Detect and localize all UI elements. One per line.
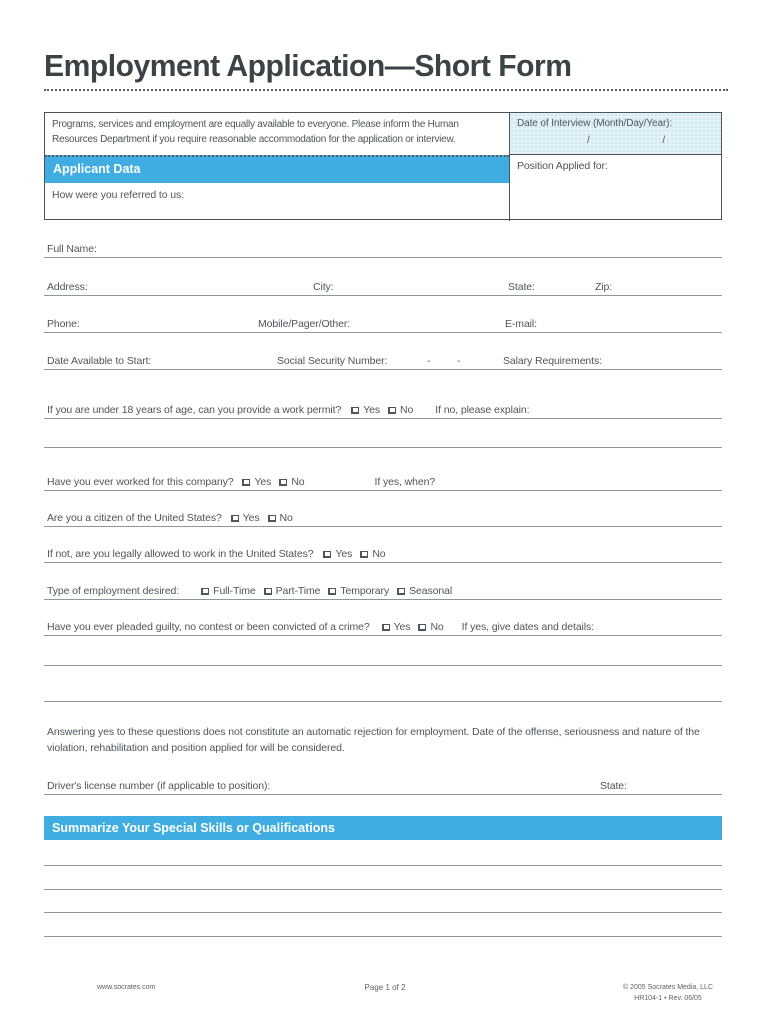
full-time-checkbox[interactable] bbox=[201, 588, 209, 595]
citizen-no-checkbox[interactable] bbox=[268, 515, 276, 522]
yes-option-label: Yes bbox=[254, 476, 272, 488]
citizen-yes-no-group bbox=[231, 512, 293, 524]
position-applied-field[interactable]: Position Applied for: bbox=[509, 155, 721, 221]
drivers-license-label: Driver's license number (if applicable to position): bbox=[47, 780, 271, 792]
temporary-checkbox[interactable] bbox=[328, 588, 336, 595]
employment-type-label: Type of employment desired: bbox=[47, 585, 180, 597]
footer-form-number: HR104-1 • Rev. 06/05 bbox=[634, 994, 702, 1002]
legally-allowed-question: If not, are you legally allowed to work in the United States? bbox=[47, 548, 314, 560]
applicant-info-table bbox=[44, 112, 722, 220]
yes-option-label: Yes bbox=[242, 512, 260, 524]
under18-yes-checkbox[interactable] bbox=[351, 407, 359, 414]
state-label: State: bbox=[508, 281, 535, 293]
seasonal-option-label: Seasonal bbox=[409, 585, 453, 597]
under18-followup-label: If no, please explain: bbox=[435, 404, 530, 416]
drivers-license-field[interactable] bbox=[44, 775, 722, 795]
worked-before-followup-label: If yes, when? bbox=[374, 476, 436, 488]
crime-question: Have you ever pleaded guilty, no contest or been convicted of a crime? bbox=[47, 621, 370, 633]
worked-before-question: Have you ever worked for this company? bbox=[47, 476, 234, 488]
worked-before-no-checkbox[interactable] bbox=[279, 479, 287, 486]
full-name-label: Full Name: bbox=[47, 243, 97, 255]
crime-followup-label: If yes, give dates and details: bbox=[461, 621, 594, 633]
ssn-dash: - bbox=[457, 355, 461, 367]
employment-type-options bbox=[201, 585, 452, 597]
city-label: City: bbox=[313, 281, 334, 293]
citizen-yes-checkbox[interactable] bbox=[231, 515, 239, 522]
under18-question: If you are under 18 years of age, can you provide a work permit? bbox=[47, 404, 342, 416]
skills-section-header: Summarize Your Special Skills or Qualifications bbox=[44, 816, 722, 840]
drivers-license-state-label: State: bbox=[600, 780, 627, 792]
part-time-checkbox[interactable] bbox=[264, 588, 272, 595]
equal-opportunity-notice: Programs, services and employment are equally available to everyone. Please inform the Human Resources Department if you require reasonable accommodation for the application or interview. bbox=[52, 119, 459, 145]
page-title: Employment Application—Short Form bbox=[44, 48, 572, 83]
skills-line-3[interactable] bbox=[44, 893, 722, 913]
date-slash: / bbox=[587, 135, 590, 146]
no-option-label: No bbox=[279, 512, 293, 524]
legally-allowed-yes-no-group bbox=[323, 548, 385, 560]
footer-website: www.socrates.com bbox=[97, 984, 156, 991]
address-field[interactable] bbox=[44, 276, 722, 296]
mobile-label: Mobile/Pager/Other: bbox=[258, 318, 351, 330]
crime-yes-no-group bbox=[382, 621, 444, 633]
address-label: Address: bbox=[47, 281, 88, 293]
seasonal-checkbox[interactable] bbox=[397, 588, 405, 595]
legally-allowed-question-row[interactable] bbox=[44, 543, 722, 563]
citizen-question: Are you a citizen of the United States? bbox=[47, 512, 222, 524]
skills-line-2[interactable] bbox=[44, 870, 722, 890]
no-option-label: No bbox=[372, 548, 386, 560]
footer-copyright: © 2005 Socrates Media, LLC bbox=[623, 984, 713, 991]
worked-before-question-row[interactable] bbox=[44, 471, 722, 491]
crime-yes-checkbox[interactable] bbox=[382, 624, 390, 631]
worked-before-yes-no-group bbox=[242, 476, 304, 488]
yes-option-label: Yes bbox=[335, 548, 353, 560]
applicant-data-header: Applicant Data bbox=[45, 155, 509, 183]
conviction-note: Answering yes to these questions does not constitute an automatic rejection for employment. Date of the offense, seriousness and nature of the violation, rehabilitation and position applied for will be considered. bbox=[47, 726, 700, 755]
date-slash: / bbox=[662, 135, 666, 146]
zip-label: Zip: bbox=[595, 281, 613, 293]
part-time-option-label: Part-Time bbox=[275, 585, 321, 597]
yes-option-label: Yes bbox=[393, 621, 411, 633]
crime-details-line-1[interactable] bbox=[44, 646, 722, 666]
legally-allowed-no-checkbox[interactable] bbox=[360, 551, 368, 558]
temporary-option-label: Temporary bbox=[340, 585, 390, 597]
citizen-question-row[interactable] bbox=[44, 507, 722, 527]
no-option-label: No bbox=[291, 476, 305, 488]
title-divider bbox=[44, 89, 728, 91]
footer-page-number: Page 1 of 2 bbox=[364, 983, 406, 992]
phone-field[interactable] bbox=[44, 313, 722, 333]
date-of-interview-input[interactable] bbox=[517, 134, 714, 148]
full-time-option-label: Full-Time bbox=[213, 585, 256, 597]
ssn-label: Social Security Number: bbox=[277, 355, 388, 367]
date-of-interview-label: Date of Interview (Month/Day/Year): bbox=[517, 118, 673, 129]
referred-by-field[interactable]: How were you referred to us: bbox=[52, 189, 185, 201]
date-available-field[interactable] bbox=[44, 350, 722, 370]
yes-option-label: Yes bbox=[363, 404, 381, 416]
date-available-label: Date Available to Start: bbox=[47, 355, 152, 367]
crime-question-row[interactable] bbox=[44, 616, 722, 636]
under18-no-checkbox[interactable] bbox=[388, 407, 396, 414]
footer-copyright-block bbox=[623, 983, 713, 1004]
phone-label: Phone: bbox=[47, 318, 80, 330]
date-of-interview-cell[interactable] bbox=[509, 113, 721, 155]
under18-yes-no-group bbox=[351, 404, 413, 416]
legally-allowed-yes-checkbox[interactable] bbox=[323, 551, 331, 558]
full-name-field[interactable] bbox=[44, 237, 722, 258]
no-option-label: No bbox=[400, 404, 414, 416]
skills-line-4[interactable] bbox=[44, 917, 722, 937]
employment-type-row[interactable] bbox=[44, 580, 722, 600]
email-label: E-mail: bbox=[505, 318, 537, 330]
no-option-label: No bbox=[430, 621, 444, 633]
crime-details-line-2[interactable] bbox=[44, 682, 722, 702]
crime-no-checkbox[interactable] bbox=[418, 624, 426, 631]
ssn-dash: - bbox=[427, 355, 431, 367]
under18-question-row[interactable] bbox=[44, 399, 722, 419]
salary-label: Salary Requirements: bbox=[503, 355, 602, 367]
skills-line-1[interactable] bbox=[44, 846, 722, 866]
worked-before-yes-checkbox[interactable] bbox=[242, 479, 250, 486]
under18-explain-line[interactable] bbox=[44, 428, 722, 448]
